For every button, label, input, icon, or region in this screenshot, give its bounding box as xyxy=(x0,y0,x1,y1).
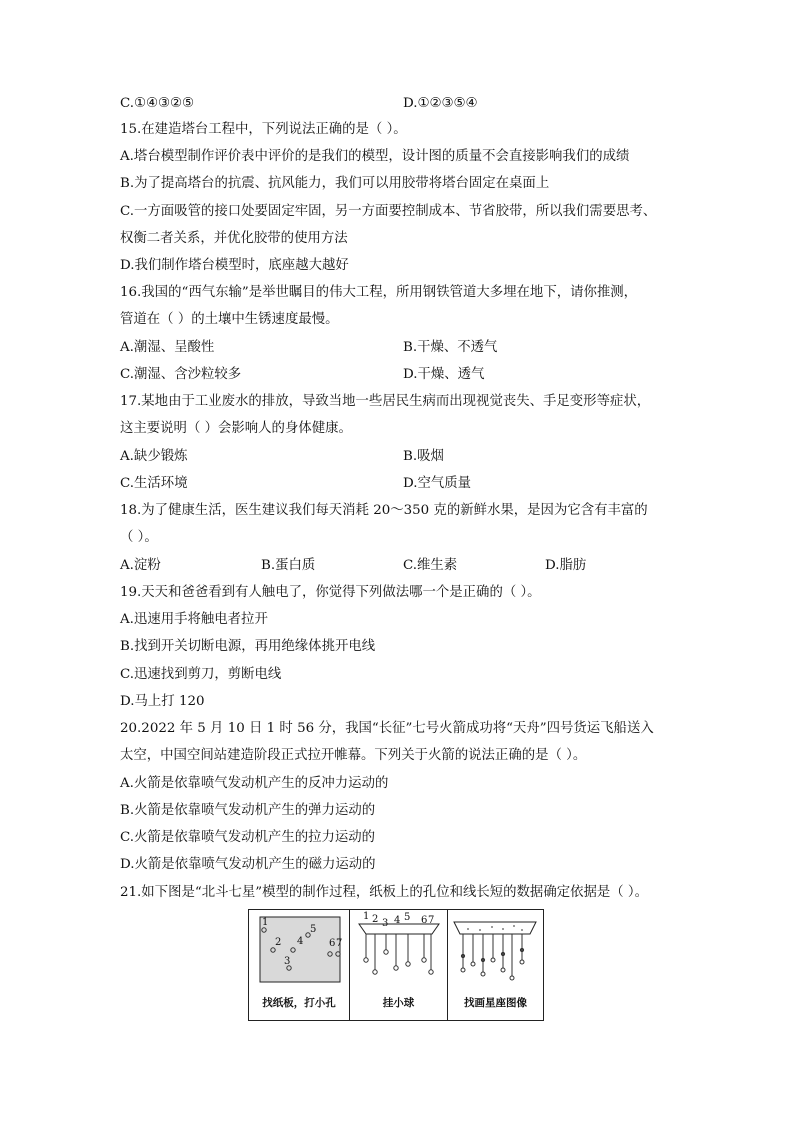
big-dipper-figure xyxy=(248,909,544,1021)
ball-label-1: 1 xyxy=(363,911,370,922)
q20-stem-line1: 20.2022 年 5 月 10 日 1 时 56 分，我国“长征”七号火箭成功将“天舟”四号货运飞船送入 xyxy=(120,721,654,736)
q20-option-c: C.火箭是依靠喷气发动机产生的拉力运动的 xyxy=(120,830,376,845)
q19-option-b: B.找到开关切断电源，再用绝缘体挑开电线 xyxy=(120,639,376,654)
q15-option-d: D.我们制作塔台模型时，底座越大越好 xyxy=(120,258,349,273)
q18-option-a: A.淀粉 xyxy=(120,558,161,573)
ball-4 xyxy=(394,966,398,970)
ball-2 xyxy=(373,970,377,974)
q18-option-c: C.维生素 xyxy=(403,558,458,573)
q15-stem: 15.在建造塔台工程中，下列说法正确的是（ ）。 xyxy=(120,122,407,137)
q18-option-b: B.蛋白质 xyxy=(261,558,316,573)
q20-option-b: B.火箭是依靠喷气发动机产生的弹力运动的 xyxy=(120,803,376,818)
q18-stem-line2: （ ）。 xyxy=(120,530,158,545)
q19-option-c: C.迅速找到剪刀，剪断电线 xyxy=(120,667,282,682)
q16-stem-line2: 管道在（ ）的土壤中生锈速度最慢。 xyxy=(120,312,339,327)
q20-option-a: A.火箭是依靠喷气发动机产生的反冲力运动的 xyxy=(120,776,389,791)
ball-5 xyxy=(406,962,410,966)
ball-3 xyxy=(384,950,388,954)
q15-option-a: A.塔台模型制作评价表中评价的是我们的模型，设计图的质量不会直接影响我们的成绩 xyxy=(120,149,630,164)
q16-option-b: B.干燥、不透气 xyxy=(403,340,498,355)
ball-label-5: 5 xyxy=(404,912,411,923)
q15-option-c-line1: C.一方面吸管的接口处要固定牢固，另一方面要控制成本、节省胶带，所以我们需要思考、 xyxy=(120,204,657,219)
q19-stem: 19.天天和爸爸看到有人触电了，你觉得下列做法哪一个是正确的（ ）。 xyxy=(120,585,541,600)
hole-label-5: 5 xyxy=(310,924,317,935)
q19-option-a: A.迅速用手将触电者拉开 xyxy=(120,612,268,627)
q18-option-d: D.脂肪 xyxy=(545,558,587,573)
ball-1 xyxy=(364,958,368,962)
ball-label-4: 4 xyxy=(394,915,401,926)
q15-option-b: B.为了提高塔台的抗震、抗风能力，我们可以用胶带将塔台固定在桌面上 xyxy=(120,176,550,191)
q20-option-d: D.火箭是依靠喷气发动机产生的磁力运动的 xyxy=(120,857,376,872)
q17-option-a: A.缺少锻炼 xyxy=(120,449,188,464)
ball-label-3: 3 xyxy=(382,918,389,929)
hanging-strings xyxy=(461,934,524,980)
figure-panel-punch-holes xyxy=(249,910,350,1020)
model-board xyxy=(454,922,536,934)
q18-stem-line1: 18.为了健康生活，医生建议我们每天消耗 20～350 克的新鲜水果，是因为它含有丰富的 xyxy=(120,503,648,518)
hole-label-1: 1 xyxy=(262,917,269,928)
ball-6 xyxy=(422,958,426,962)
prev-option-c: C.①④③②⑤ xyxy=(120,96,195,111)
ball-label-7: 7 xyxy=(428,915,435,926)
cardboard-rect xyxy=(260,917,343,982)
q17-option-d: D.空气质量 xyxy=(403,476,472,491)
figure-panel-constellation xyxy=(448,910,543,1020)
ball-label-6: 6 xyxy=(421,915,428,926)
hole-label-6: 6 xyxy=(329,938,336,949)
figure-panel-hang-balls xyxy=(350,910,448,1020)
q15-option-c-line2: 权衡二者关系，并优化胶带的使用方法 xyxy=(120,231,348,246)
q16-option-d: D.干燥、透气 xyxy=(403,367,485,382)
q17-option-c: C.生活环境 xyxy=(120,476,188,491)
q20-stem-line2: 太空，中国空间站建造阶段正式拉开帷幕。下列关于火箭的说法正确的是（ ）。 xyxy=(120,748,587,763)
q16-stem-line1: 16.我国的“西气东输”是举世瞩目的伟大工程，所用钢铁管道大多埋在地下，请你推测， xyxy=(120,285,638,300)
hole-label-2: 2 xyxy=(275,937,282,948)
ball-7 xyxy=(429,970,433,974)
panel-caption-punch-holes: 找纸板，打小孔 xyxy=(262,997,336,1009)
q17-stem-line2: 这主要说明（ ）会影响人的身体健康。 xyxy=(120,421,352,436)
panel-caption-hang-balls: 挂小球 xyxy=(382,997,415,1009)
q16-option-a: A.潮湿、呈酸性 xyxy=(120,340,215,355)
hole-label-4: 4 xyxy=(297,936,304,947)
q21-stem: 21.如下图是“北斗七星”模型的制作过程，纸板上的孔位和线长短的数据确定依据是（ ）。 xyxy=(120,885,648,900)
ball-label-2: 2 xyxy=(372,914,379,925)
q19-option-d: D.马上打 120 xyxy=(120,694,205,709)
prev-option-d: D.①②③⑤④ xyxy=(403,96,478,111)
q16-option-c: C.潮湿、含沙粒较多 xyxy=(120,367,242,382)
q17-option-b: B.吸烟 xyxy=(403,449,444,464)
hole-label-3: 3 xyxy=(284,956,291,967)
panel-caption-constellation: 找画星座图像 xyxy=(464,997,527,1009)
q17-stem-line1: 17.某地由于工业废水的排放，导致当地一些居民生病而出现视觉丧失、手足变形等症状， xyxy=(120,394,651,409)
hole-label-7: 7 xyxy=(336,938,343,949)
